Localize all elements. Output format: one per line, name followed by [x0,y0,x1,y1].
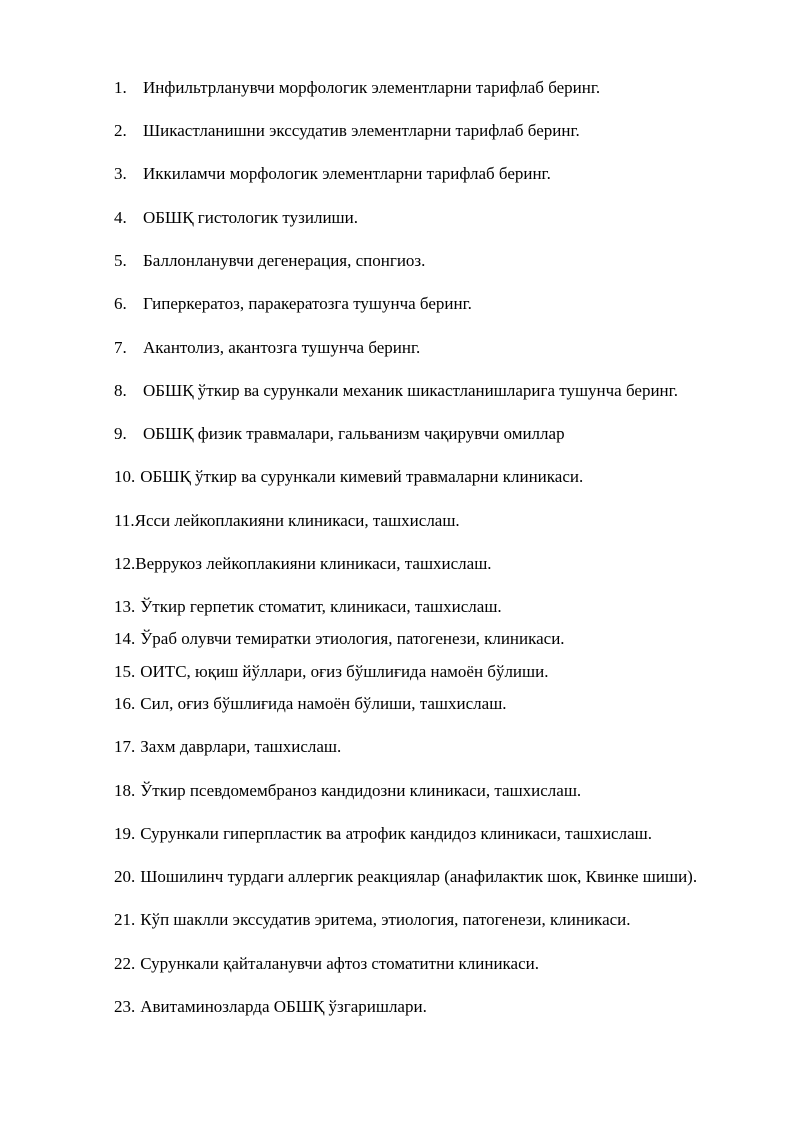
list-item [114,294,472,314]
list-item [114,597,502,617]
item-text: Сил, оғиз бўшлиғида намоён бўлиши, ташхислаш. [140,694,507,713]
item-text: ОБШҚ физик травмалари, гальванизм чақирувчи омиллар [143,424,565,443]
item-number: 19. [114,824,136,843]
item-number: 1. [114,78,127,97]
list-item [114,121,580,141]
item-text: Веррукоз лейкоплакияни клиникаси, ташхислаш. [135,554,492,573]
item-text: ОБШҚ ўткир ва сурункали кимевий травмаларни клиникаси. [140,467,584,486]
list-item [114,662,548,682]
list-item [114,338,420,358]
item-number: 21. [114,910,136,929]
item-number: 15. [114,662,136,681]
list-item [114,381,678,401]
item-text: Инфильтрланувчи морфологик элементларни тарифлаб беринг. [143,78,601,97]
item-text: Иккиламчи морфологик элементларни тарифлаб беринг. [143,164,551,183]
item-number: 14. [114,629,136,648]
item-text: Захм даврлари, ташхислаш. [140,737,342,756]
item-number: 23. [114,997,136,1016]
item-text: Кўп шаклли экссудатив эритема, этиология, патогенези, клиникаси. [140,910,631,929]
item-text: Ясси лейкоплакияни клиникаси, ташхислаш. [134,511,460,530]
item-number: 2. [114,121,127,140]
item-text: Гиперкератоз, паракератозга тушунча беринг. [143,294,472,313]
item-text: Ўткир псевдомембраноз кандидозни клиникаси, ташхислаш. [140,781,582,800]
item-text: Ўраб олувчи темиратки этиология, патогенези, клиникаси. [140,629,565,648]
item-number: 16. [114,694,136,713]
item-text: ОБШҚ гистологик тузилиши. [143,208,358,227]
item-text: Шикастланишни экссудатив элементларни тарифлаб беринг. [143,121,580,140]
item-number: 22. [114,954,136,973]
item-text: Акантолиз, акантозга тушунча беринг. [143,338,421,357]
item-text: Баллонланувчи дегенерация, спонгиоз. [143,251,426,270]
item-number: 4. [114,208,127,227]
list-item [114,737,341,757]
item-text: Ўткир герпетик стоматит, клиникаси, ташхислаш. [140,597,502,616]
item-number: 10. [114,467,136,486]
list-item [114,781,581,801]
list-item [114,824,652,844]
list-item [114,251,425,271]
list-item [114,164,551,184]
item-text: Авитаминозларда ОБШҚ ўзгаришлари. [140,997,427,1016]
item-number: 11. [114,511,135,530]
list-item [114,467,583,487]
item-number: 18. [114,781,136,800]
list-item [114,511,460,531]
list-item [114,629,565,649]
item-text: ОИТС, юқиш йўллари, оғиз бўшлиғида намоён бўлиши. [140,662,549,681]
list-item [114,424,565,444]
item-number: 3. [114,164,127,183]
item-number: 5. [114,251,127,270]
item-text: Сурункали гиперпластик ва атрофик кандидоз клиникаси, ташхислаш. [140,824,652,843]
item-number: 6. [114,294,127,313]
item-text: Сурункали қайталанувчи афтоз стоматитни клиникаси. [140,954,539,973]
list-item [114,954,539,974]
item-number: 13. [114,597,136,616]
item-text: Шошилинч турдаги аллергик реакциялар (анафилактик шок, Квинке шиши). [140,867,698,886]
item-number: 17. [114,737,136,756]
list-item [114,997,427,1017]
item-number: 9. [114,424,127,443]
list-item [114,867,697,887]
list-item [114,694,507,714]
list-item [114,78,600,98]
list-item [114,554,492,574]
list-item [114,208,358,228]
item-number: 8. [114,381,127,400]
item-number: 7. [114,338,127,357]
item-text: ОБШҚ ўткир ва сурункали механик шикастланишларига тушунча беринг. [143,381,678,400]
list-item [114,910,631,930]
item-number: 12. [114,554,136,573]
item-number: 20. [114,867,136,886]
